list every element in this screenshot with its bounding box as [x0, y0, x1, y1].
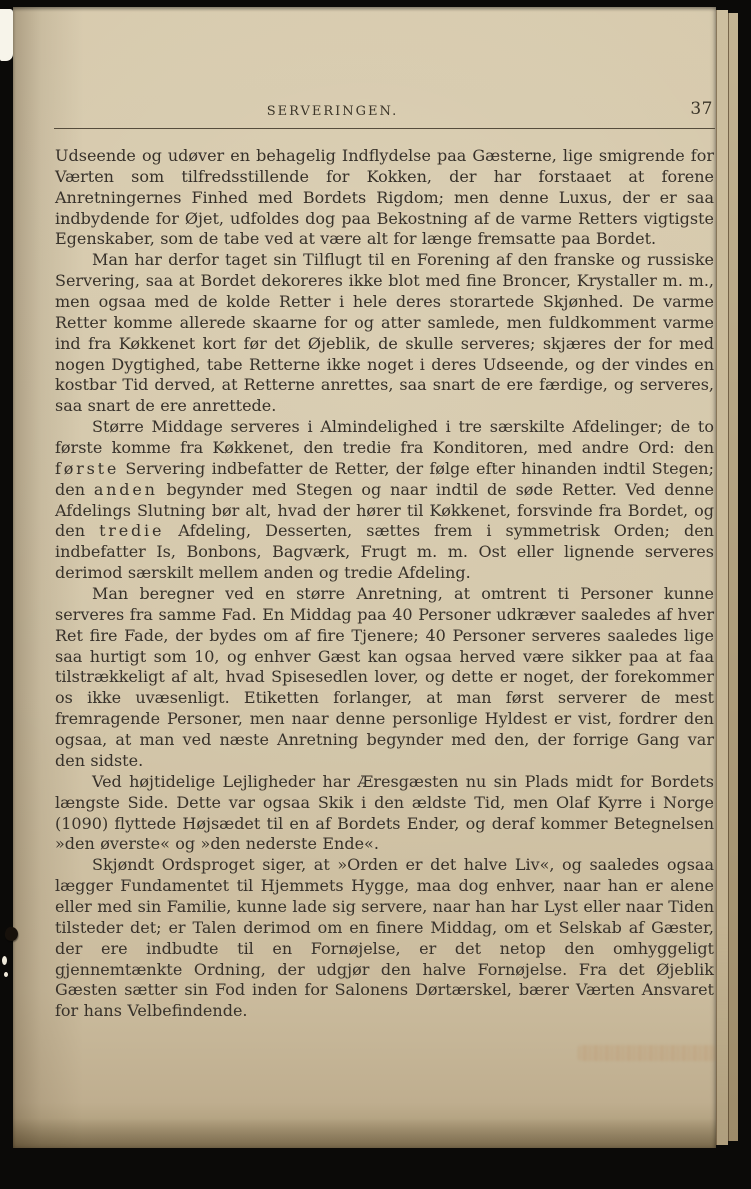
paragraph — [55, 417, 714, 584]
text-run: begynder med Stegen og naar indtil de søde Retter. Ved denne Afdelings Slutning bør alt, hvad der hører til Køkkenet, forsvinde fra Bordet, og den — [55, 479, 714, 541]
text-run: Større Middage serveres i Almindelighed i tre særskilte Afdelinger; de to første komme fra Køkkenet, den tredie fra Konditoren, med andre Ord: den — [55, 417, 714, 458]
text-run: Ved højtidelige Lejligheder har Æresgæsten nu sin Plads midt for Bordets længste Side. Dette var ogsaa Skik i den ældste Tid, men Olaf Kyrre i Norge (1090) flyttede Højsædet til en af Bordets Ender, og deraf kommer Betegnelsen »den øverste« og »den nederste Ende«. — [55, 771, 714, 854]
text-run: Servering indbefatter de Retter, der følge efter hinanden indtil Stegen; den — [55, 458, 714, 499]
paragraph — [55, 855, 714, 1022]
text-run: Man beregner ved en større Anretning, at omtrent ti Personer kunne serveres fra samme Fad. En Middag paa 40 Personer udkræver saaledes af hver Ret fire Fade, der bydes om af fire Tjenere; 40 Personer serveres saaledes lige saa hurtigt som 10, og enhver Gæst kan ogsaa herved være sikker paa at faa tilstrækkeligt af alt, hvad Spisesedlen lover, og dette er noget, der forekommer os ikke uvæsenligt. Etiketten forlanger, at man først serverer de mest fremragende Personer, men naar denne personlige Hyldest er vist, fordrer den ogsaa, at man ved næste Anretning begynder med den, der forrige Gang var den sidste. — [55, 584, 714, 770]
scan-corner-artifact — [0, 9, 13, 61]
page-header — [55, 99, 714, 125]
text-run: Man har derfor taget sin Tilflugt til en Forening af den franske og russiske Servering, saa at Bordet dekoreres ikke blot med fine Broncer, Krystaller m. m., men ogsaa med de kolde Retter i hele deres storartede Skjønhed. De varme Retter komme allerede skaarne for og atter samlede, men fuldkomment varme ind fra Køkkenet kort før det Øjeblik, de skulle serveres; skjæres der for med nogen Dygtighed, tabe Retterne ikke noget i deres Udseende, og der vindes en kostbar Tid derved, at Retterne anrettes, saa snart de ere færdige, og serveres, saa snart de ere anrettede. — [55, 250, 714, 416]
paragraph — [55, 250, 714, 417]
scan-speck — [4, 972, 8, 977]
text-run: Skjøndt Ordsproget siger, at »Orden er det halve Liv«, og saaledes ogsaa lægger Fundamentet til Hjemmets Hygge, maa dog enhver, naar han er alene eller med sin Familie, kunne lade sig servere, naar han har Lyst eller naar Tiden tilsteder det; er Talen derimod om en finere Middag, om et Selskab af Gæster, der ere indbudte til en Fornøjelse, er det netop den omhyggeligt gjennemtænkte Ordning, der udgjør den halve Fornøjelse. Fra det Øjeblik Gæsten sætter sin Fod inden for Salonens Dørtærskel, bærer Værten Ansvaret for hans Velbefindende. — [55, 855, 714, 1021]
page-stack-edge — [728, 13, 738, 1141]
paragraph — [55, 146, 714, 250]
paragraph — [55, 584, 714, 772]
header-rule — [54, 128, 715, 129]
bottom-shadow — [13, 1118, 716, 1148]
book-page — [13, 7, 716, 1148]
page-number: 37 — [690, 99, 713, 119]
paragraph — [55, 772, 714, 855]
body-text — [55, 146, 714, 1022]
running-head: SERVERINGEN. — [266, 104, 399, 119]
text-run: Udseende og udøver en behagelig Indflydelse paa Gæsterne, lige smigrende for Værten som tilfredsstillende for Kokken, der har forstaaet at forene Anretningernes Finhed med Bordets Rigdom; men denne Luxus, der er saa indbydende for Øjet, udfoldes dog paa Bekostning af de varme Retters vigtigste Egenskaber, som de tabe ved at være alt for længe fremsatte paa Bordet. — [55, 146, 714, 249]
text-run: Afdeling, Desserten, sættes frem i symmetrisk Orden; den indbefatter Is, Bonbons, Bagværk, Frugt m. m. Ost eller lignende serveres derimod særskilt mellem anden og tredie Afdeling. — [55, 521, 714, 583]
page-stack-edge — [716, 10, 728, 1145]
emphasized-word: tredie — [99, 521, 165, 541]
emphasized-word: første — [55, 458, 120, 478]
emphasized-word: anden — [93, 479, 158, 499]
scan-speck — [2, 956, 7, 965]
bleed-through-smudge — [578, 1045, 716, 1061]
